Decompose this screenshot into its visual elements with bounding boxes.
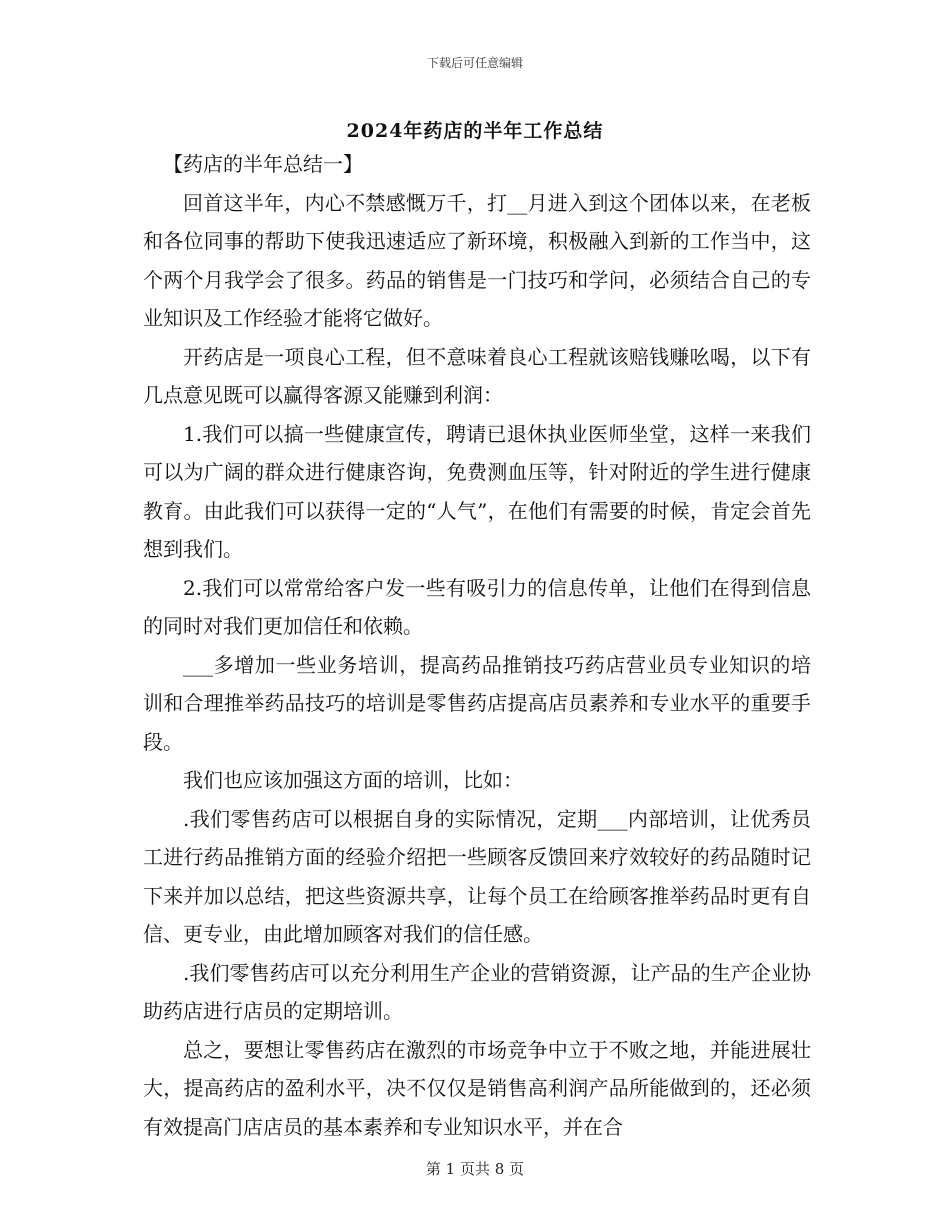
paragraph-training: ___多增加一些业务培训，提高药品推销技巧药店营业员专业知识的培训和合理推举药品技巧的培训是零售药店提高店员素养和专业水平的重要手段。 bbox=[143, 652, 811, 754]
paragraph-training-a: .我们零售药店可以根据自身的实际情况，定期___内部培训，让优秀员工进行药品推销方面的经验介绍把一些顾客反馈回来疗效较好的药品随时记下来并加以总结，把这些资源共享，让每个员工在给顾客推举药品时更有自信、更专业，由此增加顾客对我们的信任感。 bbox=[143, 806, 811, 946]
paragraph-point-2: 2.我们可以常常给客户发一些有吸引力的信息传单，让他们在得到信息的同时对我们更加信任和依赖。 bbox=[143, 575, 811, 638]
document-body bbox=[143, 145, 811, 1146]
paragraph-training-intro: 我们也应该加强这方面的培训，比如： bbox=[183, 768, 523, 792]
page-header-note: 下载后可任意编辑 bbox=[426, 56, 523, 70]
paragraph-opinion: 开药店是一项良心工程，但不意味着良心工程就该赔钱赚吆喝，以下有几点意见既可以赢得客源又能赚到利润： bbox=[143, 344, 811, 407]
page-footer: 第 1 页共 8 页 bbox=[425, 1160, 525, 1178]
paragraph-conclusion: 总之，要想让零售药店在激烈的市场竞争中立于不败之地，并能进展壮大，提高药店的盈利水平，决不仅仅是销售高利润产品所能做到的，还必须有效提高门店店员的基本素养和专业知识水平，并在合 bbox=[143, 1037, 811, 1139]
paragraph-intro: 回首这半年，内心不禁感慨万千，打__月进入到这个团体以来，在老板和各位同事的帮助下使我迅速适应了新环境，积极融入到新的工作当中，这个两个月我学会了很多。药品的销售是一门技巧和学问，必须结合自己的专业知识及工作经验才能将它做好。 bbox=[143, 190, 811, 330]
document-title: 2024年药店的半年工作总结 bbox=[346, 120, 604, 142]
section-label: 【药店的半年总结一】 bbox=[163, 152, 363, 176]
paragraph-point-1: 1.我们可以搞一些健康宣传，聘请已退休执业医师坐堂，这样一来我们可以为广阔的群众进行健康咨询，免费测血压等，针对附近的学生进行健康教育。由此我们可以获得一定的“人气”，在他们有需要的时候，肯定会首先想到我们。 bbox=[143, 421, 811, 561]
paragraph-training-b: .我们零售药店可以充分利用生产企业的营销资源，让产品的生产企业协助药店进行店员的定期培训。 bbox=[143, 960, 811, 1023]
